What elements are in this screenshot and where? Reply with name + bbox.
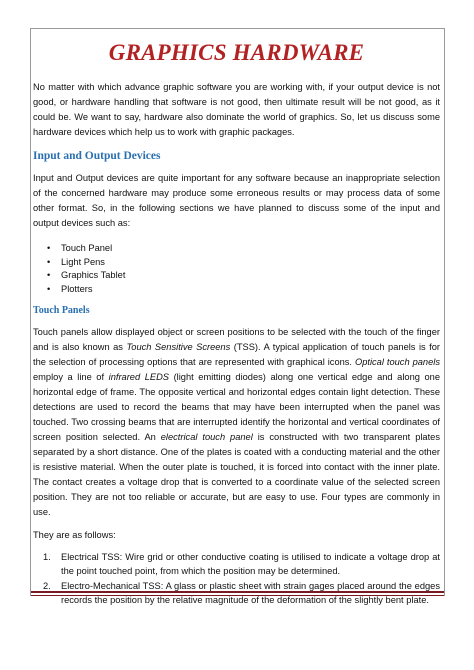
page-content <box>33 40 440 609</box>
page-title: GRAPHICS HARDWARE <box>108 40 365 65</box>
bullet-icon: • <box>47 243 51 253</box>
section-heading-io-devices: Input and Output Devices <box>33 150 161 162</box>
list-item-text: Electro-Mechanical TSS: A glass or plastic sheet with strain gages placed around the edges records the position by the relative magnitude of the deformation of the slightly bent plate. <box>61 580 440 605</box>
device-label: Light Pens <box>61 256 105 267</box>
emphasis-text: Optical touch panels <box>354 357 440 368</box>
list-number: 1. <box>43 552 51 563</box>
text-run: (TSS). A typical application of touch panels is for the selection of processing options that are represented with graphical icons. <box>33 342 441 368</box>
text-run: Touch panels allow displayed object or screen positions to be selected with the touch of the finger and is also known as <box>33 327 440 353</box>
list-number: 2. <box>43 580 51 591</box>
text-run: employ a line of <box>33 372 109 383</box>
page-border-right <box>444 28 445 596</box>
list-item <box>47 269 440 283</box>
list-item <box>47 283 440 297</box>
emphasis-text: electrical touch panel <box>160 432 253 443</box>
list-item <box>47 242 440 256</box>
page-border-left <box>30 28 31 596</box>
list-item-text: Electrical TSS: Wire grid or other conductive coating is utilised to indicate a voltage drop at the point touched point, from which the position may be determined. <box>61 552 440 577</box>
emphasis-text: infrared LEDS <box>108 372 169 383</box>
device-label: Graphics Tablet <box>61 270 126 281</box>
tss-type-list <box>33 551 440 607</box>
device-label: Plotters <box>61 283 93 294</box>
text-run: (light emitting diodes) along one vertical edge and along one horizontal edge of frame. The opposite vertical and horizontal edges contain light detection. These detections are used to record the beams that may have been interrupted when the panel was touched. Two crossing beams that are interrupted identify the horizontal and vertical coordinates of screen position selected. An <box>33 372 440 443</box>
footer-rule-thin <box>31 595 444 596</box>
types-intro: They are as follows: <box>33 530 116 541</box>
bullet-icon: • <box>47 283 51 294</box>
device-label: Touch Panel <box>61 243 113 253</box>
text-run: is constructed with two transparent plates separated by a short distance. One of the plates is coated with a conducting material and the other is resistive material. When the outer plate is touched, it is forced into contact with the inner plate. The contact creates a voltage drop that is converted to a coordinate value of the selected screen position. They are not too reliable or accurate, but are easy to use. Four types are commonly in use. <box>33 432 440 518</box>
emphasis-text: Touch Sensitive Screens <box>126 342 231 353</box>
list-item <box>47 256 440 270</box>
list-item <box>43 580 440 608</box>
bullet-icon: • <box>47 270 51 281</box>
intro-paragraph: No matter with which advance graphic software you are working with, if your output device is not good, or hardware handling that software is not good, then ultimate result will be not good, as it could be. We want to say, hardware also dominate the world of graphics. So, let us discuss some hardware devices which help us to work with graphic packages. <box>33 82 440 137</box>
section-heading-touch-panels: Touch Panels <box>33 305 90 317</box>
list-item <box>43 551 440 579</box>
footer-rule <box>31 591 444 593</box>
bullet-icon: • <box>47 256 51 267</box>
page-border-top <box>30 28 444 29</box>
touch-panels-paragraph <box>33 325 440 520</box>
io-devices-paragraph: Input and Output devices are quite important for any software because an inappropriate selection of the concerned hardware may produce some erroneous results or may process data of some other format. So, in the following sections we have planned to discuss some of the input and output devices such as: <box>33 173 440 228</box>
device-list <box>33 242 440 296</box>
